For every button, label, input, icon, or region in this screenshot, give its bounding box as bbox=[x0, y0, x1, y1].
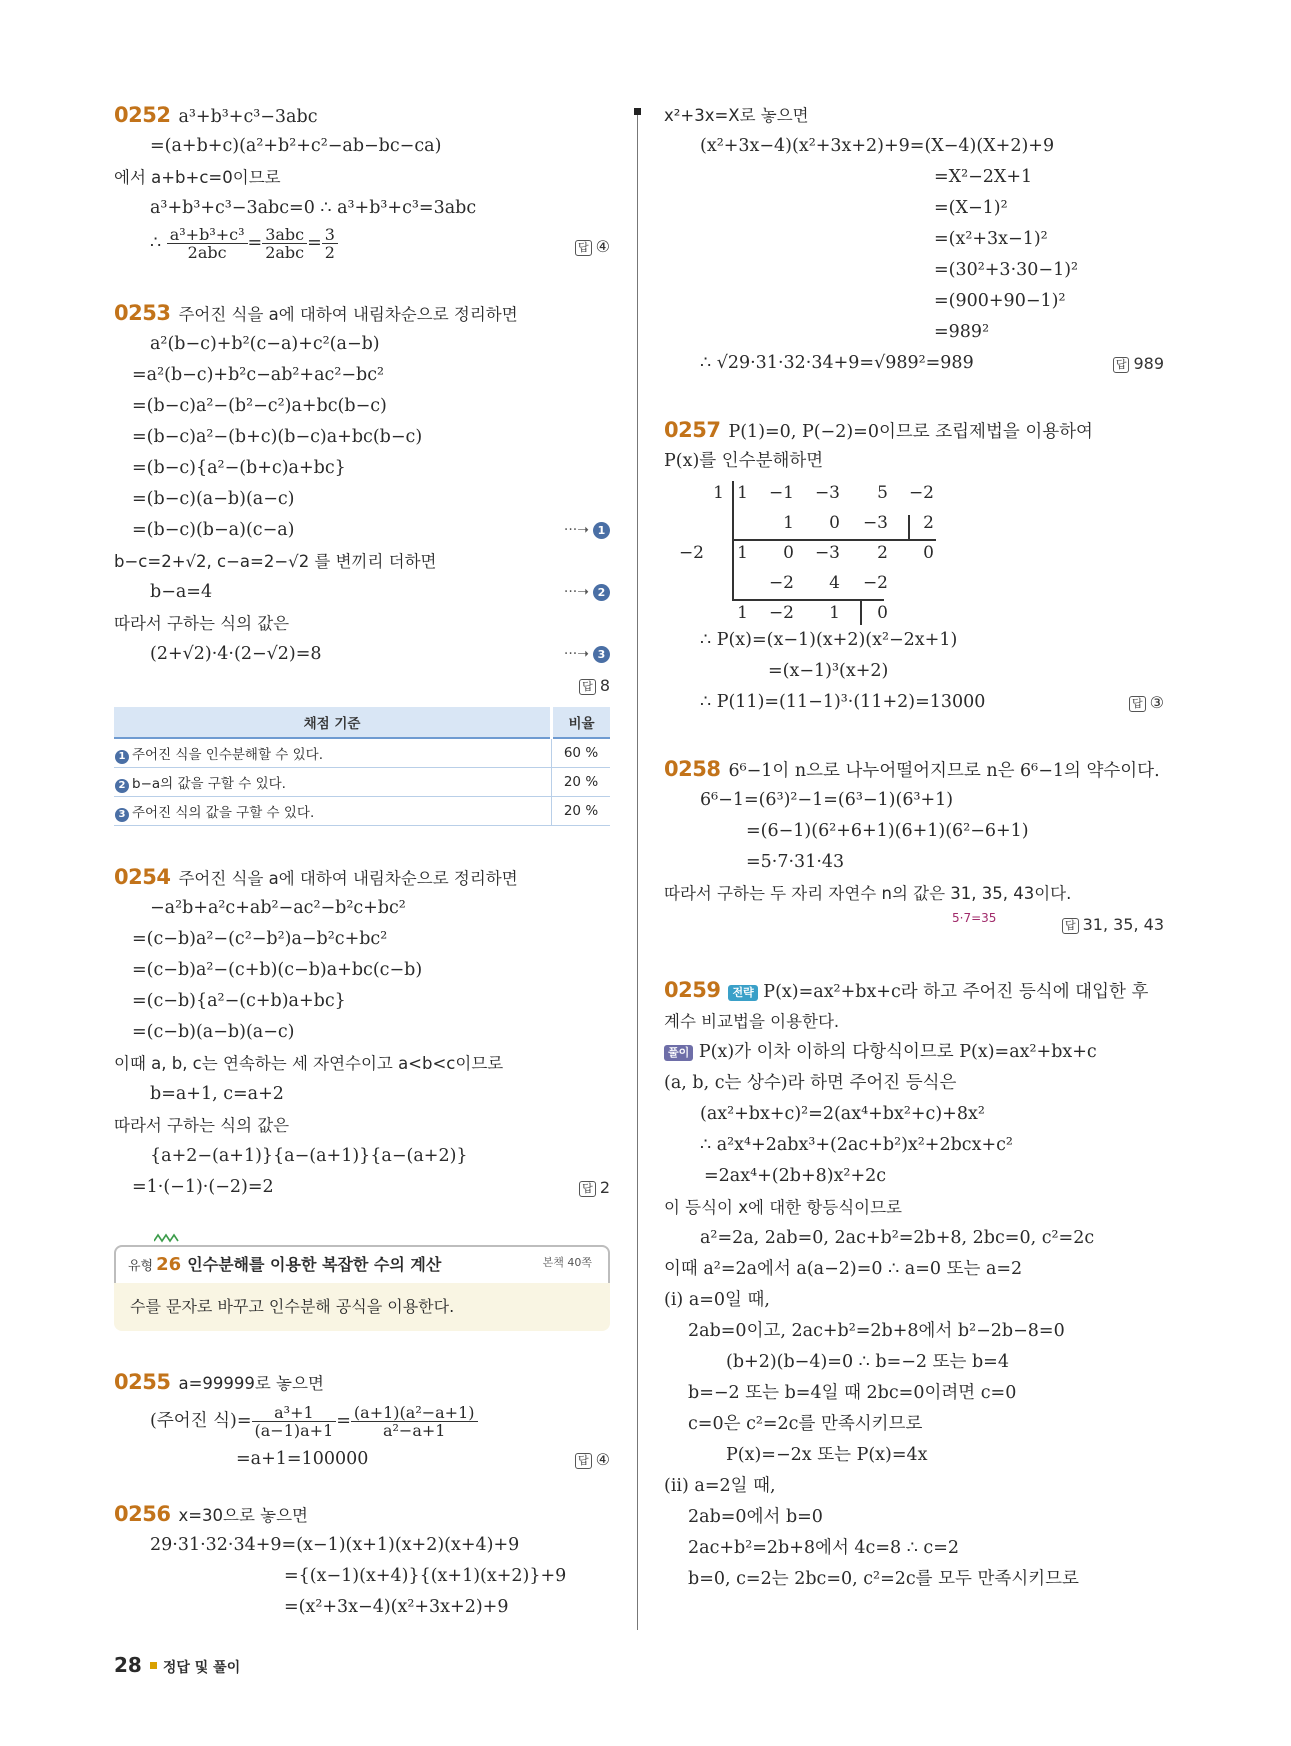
coefficient: −2 bbox=[862, 573, 888, 593]
text-line: 따라서 구하는 두 자리 자연수 n의 값은 31, 35, 43이다. bbox=[664, 884, 1072, 903]
eq-line: 6⁶−1=(6³)²−1=(6³−1)(6³+1) bbox=[700, 790, 954, 810]
division-line bbox=[732, 539, 936, 541]
eq-line: =2ax⁴+(2b+8)x²+2c bbox=[704, 1166, 887, 1186]
answer-icon: 답 bbox=[579, 679, 596, 695]
answer-line bbox=[664, 909, 1164, 939]
problem-0253 bbox=[114, 298, 610, 701]
eq-line: =(x²+3x−4)(x²+3x+2)+9 bbox=[284, 1597, 509, 1617]
denominator: (a−1)a+1 bbox=[254, 1421, 334, 1440]
eq-text: (주어진 식)= bbox=[150, 1411, 252, 1431]
coefficient: 1 bbox=[783, 513, 794, 533]
step-number: 2 bbox=[115, 779, 129, 793]
eq-line: 2ab=0에서 b=0 bbox=[688, 1507, 823, 1527]
text-line: x=30으로 놓으면 bbox=[178, 1506, 308, 1525]
eq-line: a³+b³+c³−3abc bbox=[178, 107, 318, 127]
eq-line: =(a+b+c)(a²+b²+c²−ab−bc−ca) bbox=[150, 136, 442, 156]
remainder: 0 bbox=[923, 543, 934, 563]
eq-line: =(x²+3x−1)² bbox=[934, 229, 1048, 249]
problem-number: 0259 bbox=[664, 978, 721, 1002]
page-reference: 본책 40쪽 bbox=[542, 1256, 592, 1269]
coefficient: 2 bbox=[877, 543, 888, 563]
eq-line: (x²+3x−4)(x²+3x+2)+9=(X−4)(X+2)+9 bbox=[700, 136, 1055, 156]
type-number: 26 bbox=[156, 1254, 182, 1275]
eq-line: =(6−1)(6²+6+1)(6+1)(6²−6+1) bbox=[746, 821, 1029, 841]
step-marker-3: ···➝ 3 bbox=[564, 639, 610, 670]
remainder-box bbox=[908, 515, 910, 541]
problem-0255 bbox=[114, 1367, 610, 1475]
denominator: 2abc bbox=[265, 243, 305, 262]
rate-cell: 20 % bbox=[552, 768, 611, 797]
right-column bbox=[664, 100, 1164, 1595]
eq-line: ∴ a²x⁴+2abx³+(2ac+b²)x²+2bcx+c² bbox=[700, 1135, 1013, 1155]
column-divider-cap bbox=[634, 108, 641, 115]
eq-line: b=−2 또는 b=4일 때 2bc=0이려면 c=0 bbox=[688, 1383, 1017, 1403]
eq-line: =5·7·31·43 bbox=[746, 852, 845, 872]
eq-line: P(x)=−2x 또는 P(x)=4x bbox=[726, 1445, 928, 1465]
answer-value: 31, 35, 43 bbox=[1082, 915, 1164, 934]
eq-line: {a+2−(a+1)}{a−(a+1)}{a−(a+2)} bbox=[150, 1146, 468, 1166]
eq-line: a²(b−c)+b²(c−a)+c²(a−b) bbox=[150, 334, 380, 354]
problem-0258 bbox=[664, 754, 1164, 939]
answer-icon: 답 bbox=[575, 1453, 592, 1469]
eq-line: =(c−b)a²−(c²−b²)a−b²c+bc² bbox=[132, 929, 388, 949]
eq-line: b=0, c=2는 2bc=0, c²=2c를 모두 만족시키므로 bbox=[688, 1569, 1079, 1589]
eq-line: =989² bbox=[934, 322, 990, 342]
eq-line: (b+2)(b−4)=0 ∴ b=−2 또는 b=4 bbox=[726, 1352, 1009, 1372]
strategy-tag: 전략 bbox=[728, 985, 757, 1001]
eq-line: =(c−b){a²−(c+b)a+bc} bbox=[132, 991, 346, 1011]
step-number: 1 bbox=[115, 750, 129, 764]
table-row bbox=[114, 768, 610, 797]
coefficient: −3 bbox=[814, 483, 840, 503]
eq-text: (2+√2)·4·(2−√2)=8 bbox=[150, 644, 322, 664]
eq-line: −a²b+a²c+ab²−ac²−b²c+bc² bbox=[150, 898, 406, 918]
coefficient: 5 bbox=[877, 483, 888, 503]
coefficient: −2 bbox=[908, 483, 934, 503]
criteria-text: b−a의 값을 구할 수 있다. bbox=[132, 775, 286, 792]
answer-icon: 답 bbox=[1129, 696, 1146, 712]
eq-line: =(30²+3·30−1)² bbox=[934, 260, 1079, 280]
eq-line: a²=2a, 2ab=0, 2ac+b²=2b+8, 2bc=0, c²=2c bbox=[700, 1228, 1095, 1248]
division-bar bbox=[732, 541, 734, 601]
eq-line: (ax²+bx+c)²=2(ax⁴+bx²+c)+8x² bbox=[700, 1104, 985, 1124]
problem-number: 0258 bbox=[664, 757, 721, 781]
problem-0254 bbox=[114, 862, 610, 1203]
problem-0256-cont bbox=[664, 100, 1164, 379]
eq-line bbox=[114, 1172, 610, 1203]
criteria-cell bbox=[114, 768, 552, 797]
answer-icon: 답 bbox=[579, 1181, 596, 1197]
problem-number: 0252 bbox=[114, 103, 171, 127]
coefficient: 1 bbox=[737, 543, 748, 563]
column-divider bbox=[637, 110, 638, 1630]
eq-line bbox=[114, 639, 610, 670]
answer-value: 2 bbox=[599, 1178, 610, 1197]
rate-cell: 20 % bbox=[552, 797, 611, 826]
type-description: 수를 문자로 바꾸고 인수분해 공식을 이용한다. bbox=[114, 1283, 610, 1331]
annotation-note: 5·7=35 bbox=[952, 911, 997, 925]
synthetic-division bbox=[664, 477, 1164, 625]
answer-mark bbox=[1129, 687, 1164, 718]
fraction bbox=[167, 226, 248, 261]
criteria-text: 주어진 식의 값을 구할 수 있다. bbox=[132, 804, 315, 821]
answer-icon: 답 bbox=[1062, 918, 1079, 934]
numerator: 3abc bbox=[262, 226, 307, 244]
eq-line bbox=[664, 348, 1164, 379]
criteria-cell bbox=[114, 738, 552, 768]
answer-value: ③ bbox=[1149, 693, 1164, 712]
eq-text: ∴ √29·31·32·34+9=√989²=989 bbox=[700, 353, 974, 373]
problem-0257 bbox=[664, 415, 1164, 718]
eq-text: =1·(−1)·(−2)=2 bbox=[132, 1177, 274, 1197]
step-marker-2: ···➝ 2 bbox=[564, 577, 610, 608]
scoring-criteria-table bbox=[114, 707, 610, 826]
coefficient: 1 bbox=[737, 483, 748, 503]
type-header bbox=[114, 1245, 610, 1283]
remainder: 0 bbox=[877, 603, 888, 623]
answer-mark bbox=[579, 670, 610, 701]
eq-line: =(c−b)a²−(c+b)(c−b)a+bc(c−b) bbox=[132, 960, 423, 980]
fraction-line: (주어진 식)= $\frac{\text{a³+1}}{(a-1)a+1}$ = $\frac{\text{(a+1)(a²−a+1)}}{\text{a²−a+1}}$ bbox=[114, 1398, 610, 1444]
text-line: b−c=2+√2, c−a=2−√2 를 변끼리 더하면 bbox=[114, 552, 437, 571]
answer-value: ④ bbox=[595, 237, 610, 256]
rate-cell: 60 % bbox=[552, 738, 611, 768]
coefficient: −3 bbox=[814, 543, 840, 563]
answer-line bbox=[114, 670, 610, 701]
criteria-cell bbox=[114, 797, 552, 826]
text-line: P(x)를 인수분해하면 bbox=[664, 451, 824, 471]
type-26-box bbox=[114, 1245, 610, 1331]
answer-mark bbox=[1062, 909, 1164, 940]
eq-line: =(x−1)³(x+2) bbox=[768, 661, 889, 681]
table-row bbox=[114, 738, 610, 768]
denominator: 2 bbox=[324, 243, 335, 262]
answer-mark bbox=[575, 228, 610, 266]
problem-number: 0255 bbox=[114, 1370, 171, 1394]
eq-line: ={(x−1)(x+4)}{(x+1)(x+2)}+9 bbox=[284, 1566, 567, 1586]
page-number: 28 bbox=[114, 1653, 142, 1677]
answer-value: 8 bbox=[599, 676, 610, 695]
coefficient: −2 bbox=[768, 603, 794, 623]
solution-tag: 풀이 bbox=[664, 1045, 693, 1061]
answer-icon: 답 bbox=[575, 240, 592, 256]
eq-line: 이때 a²=2a에서 a(a−2)=0 ∴ a=0 또는 a=2 bbox=[664, 1259, 1023, 1279]
page-footer bbox=[114, 1653, 240, 1677]
eq-line bbox=[114, 1444, 610, 1475]
eq-line: c=0은 c²=2c를 만족시키므로 bbox=[688, 1414, 923, 1434]
text-line: 주어진 식을 a에 대하여 내림차순으로 정리하면 bbox=[178, 869, 518, 888]
eq-line: =(b−c)a²−(b+c)(b−c)a+bc(b−c) bbox=[132, 427, 423, 447]
eq-text: =a+1=100000 bbox=[236, 1449, 369, 1469]
numerator: a³+1 bbox=[252, 1404, 337, 1422]
problem-number: 0257 bbox=[664, 418, 721, 442]
fraction bbox=[351, 1404, 478, 1439]
text-line: a=99999로 놓으면 bbox=[178, 1374, 324, 1393]
text-line: P(x)=ax²+bx+c라 하고 주어진 등식에 대입한 후 bbox=[763, 982, 1149, 1002]
coefficient: 4 bbox=[829, 573, 840, 593]
eq-text: =(b−c)(b−a)(c−a) bbox=[132, 520, 295, 540]
left-column bbox=[114, 100, 610, 1623]
problem-0259 bbox=[664, 975, 1164, 1595]
text-line: P(x)가 이차 이하의 다항식이므로 P(x)=ax²+bx+c bbox=[698, 1042, 1097, 1062]
coefficient: 2 bbox=[923, 513, 934, 533]
text-line: P(1)=0, P(−2)=0이므로 조립제법을 이용하여 bbox=[728, 422, 1093, 442]
remainder-box bbox=[860, 601, 862, 625]
answer-mark bbox=[579, 1172, 610, 1203]
problem-number: 0253 bbox=[114, 301, 171, 325]
answer-mark bbox=[1113, 348, 1164, 379]
eq-line bbox=[114, 515, 610, 546]
text-line: 주어진 식을 a에 대하여 내림차순으로 정리하면 bbox=[178, 305, 518, 324]
coefficient: 0 bbox=[783, 543, 794, 563]
text-line: (a, b, c는 상수)라 하면 주어진 등식은 bbox=[664, 1073, 957, 1093]
coefficient: −1 bbox=[768, 483, 794, 503]
text-line: 따라서 구하는 식의 값은 bbox=[114, 1116, 290, 1135]
eq-text: b−a=4 bbox=[150, 582, 213, 602]
denominator: a²−a+1 bbox=[382, 1421, 446, 1440]
divisor: −2 bbox=[678, 543, 704, 563]
step-number: 3 bbox=[115, 808, 129, 822]
answer-icon: 답 bbox=[1113, 357, 1130, 373]
case-heading: (ii) a=2일 때, bbox=[664, 1476, 776, 1496]
text-line: 6⁶−1이 n으로 나누어떨어지므로 n은 6⁶−1의 약수이다. bbox=[728, 761, 1160, 781]
eq-line: =(b−c)a²−(b²−c²)a+bc(b−c) bbox=[132, 396, 387, 416]
footer-label: 정답 및 풀이 bbox=[162, 1660, 241, 1676]
eq-line: b=a+1, c=a+2 bbox=[150, 1084, 284, 1104]
answer-mark bbox=[575, 1444, 610, 1475]
eq-line: 2ac+b²=2b+8에서 4c=8 ∴ c=2 bbox=[688, 1538, 960, 1558]
text-line: x²+3x=X로 놓으면 bbox=[664, 106, 809, 125]
eq-line: 29·31·32·34+9=(x−1)(x+1)(x+2)(x+4)+9 bbox=[150, 1535, 520, 1555]
fraction bbox=[252, 1404, 337, 1439]
zigzag-icon bbox=[154, 1233, 180, 1243]
problem-0256 bbox=[114, 1499, 610, 1623]
numerator: 3 bbox=[322, 226, 338, 244]
divisor: 1 bbox=[713, 483, 724, 503]
coefficient: −3 bbox=[862, 513, 888, 533]
answer-value: ④ bbox=[595, 1450, 610, 1469]
type-title: 인수분해를 이용한 복잡한 수의 계산 bbox=[187, 1255, 442, 1274]
text-line: 이때 a, b, c는 연속하는 세 자연수이고 a<b<c이므로 bbox=[114, 1054, 504, 1073]
answer-value: 989 bbox=[1133, 354, 1164, 373]
criteria-header: 채점 기준 bbox=[114, 707, 552, 738]
eq-line: =(c−b)(a−b)(a−c) bbox=[132, 1022, 295, 1042]
coefficient: 1 bbox=[829, 603, 840, 623]
fraction bbox=[262, 226, 307, 261]
coefficient: 1 bbox=[737, 603, 748, 623]
coefficient: 0 bbox=[829, 513, 840, 533]
eq-line: 2ab=0이고, 2ac+b²=2b+8에서 b²−2b−8=0 bbox=[688, 1321, 1065, 1341]
criteria-text: 주어진 식을 인수분해할 수 있다. bbox=[132, 746, 323, 763]
eq-line: ∴ P(x)=(x−1)(x+2)(x²−2x+1) bbox=[700, 630, 958, 650]
eq-line: =X²−2X+1 bbox=[934, 167, 1033, 187]
eq-line: =a²(b−c)+b²c−ab²+ac²−bc² bbox=[132, 365, 385, 385]
text-line: 이 등식이 x에 대한 항등식이므로 bbox=[664, 1198, 902, 1217]
problem-number: 0256 bbox=[114, 1502, 171, 1526]
problem-0252 bbox=[114, 100, 610, 262]
therefore-symbol: ∴ bbox=[150, 233, 162, 253]
step-marker-1: ···➝ 1 bbox=[564, 515, 610, 546]
numerator: a³+b³+c³ bbox=[167, 226, 248, 244]
eq-line: a³+b³+c³−3abc=0 ∴ a³+b³+c³=3abc bbox=[150, 198, 477, 218]
text-line: 에서 a+b+c=0이므로 bbox=[114, 168, 281, 187]
table-row bbox=[114, 797, 610, 826]
rate-header: 비율 bbox=[552, 707, 611, 738]
eq-line: =(900+90−1)² bbox=[934, 291, 1066, 311]
eq-line: =(X−1)² bbox=[934, 198, 1008, 218]
problem-number: 0254 bbox=[114, 865, 171, 889]
fraction-line: ∴ $\frac{\text{a³+b³+c³}}{\text{2abc}}$ = $\frac{\text{3abc}}{\text{2abc}}$ = $\frac{3}{2}$ 답 ④ bbox=[114, 224, 610, 262]
fraction bbox=[322, 226, 338, 261]
eq-line bbox=[114, 577, 610, 608]
type-label: 유형 bbox=[128, 1259, 154, 1274]
text-line: 계수 비교법을 이용한다. bbox=[664, 1012, 840, 1031]
division-bar bbox=[732, 481, 734, 541]
numerator: (a+1)(a²−a+1) bbox=[351, 1404, 478, 1422]
case-heading: (i) a=0일 때, bbox=[664, 1290, 770, 1310]
eq-line: =(b−c)(a−b)(a−c) bbox=[132, 489, 295, 509]
square-icon bbox=[150, 1662, 157, 1669]
eq-text: ∴ P(11)=(11−1)³·(11+2)=13000 bbox=[700, 692, 986, 712]
eq-line: =(b−c){a²−(b+c)a+bc} bbox=[132, 458, 346, 478]
coefficient: −2 bbox=[768, 573, 794, 593]
eq-line bbox=[664, 687, 1164, 718]
text-line: 따라서 구하는 식의 값은 bbox=[114, 614, 290, 633]
denominator: 2abc bbox=[187, 243, 227, 262]
